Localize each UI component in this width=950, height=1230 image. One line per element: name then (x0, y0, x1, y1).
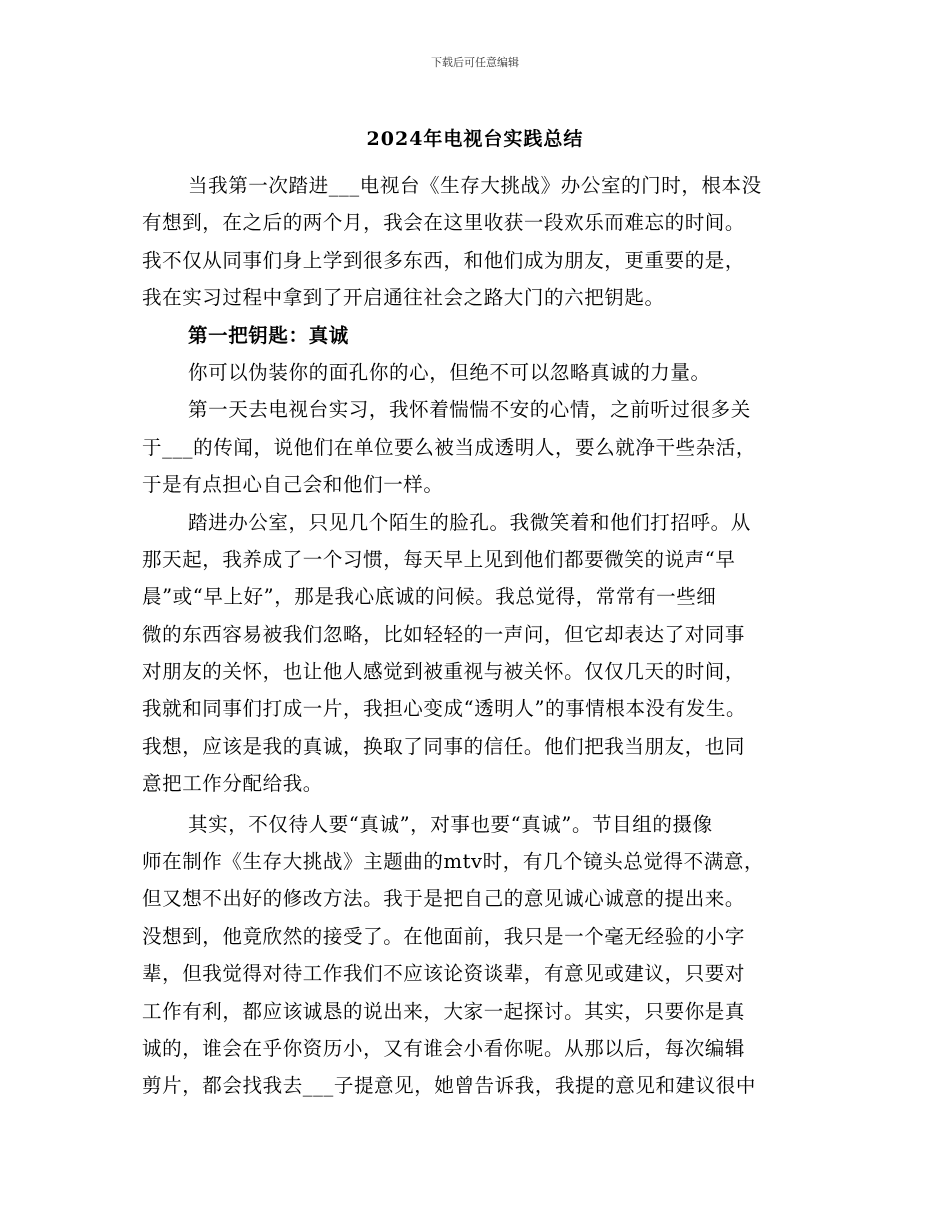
text-line: 第一天去电视台实习，我怀着惴惴不安的心情，之前听过很多关 (188, 398, 751, 422)
text-line: 诚的，谁会在乎你资历小，又有谁会小看你呢。从那以后，每次编辑 (142, 1036, 746, 1060)
text-line: 没想到，他竟欣然的接受了。在他面前，我只是一个毫无经验的小字 (142, 924, 746, 948)
text-line: 你可以伪装你的面孔你的心，但绝不可以忽略真诚的力量。 (188, 360, 711, 384)
text-line: 于___的传闻，说他们在单位要么被当成透明人，要么就净干些杂活， (142, 435, 756, 459)
header-note: 下载后可任意编辑 (431, 56, 519, 69)
text-line: 意把工作分配给我。 (142, 772, 323, 796)
text-line: 我想，应该是我的真诚，换取了同事的信任。他们把我当朋友，也同 (142, 734, 746, 758)
text-line: 有想到，在之后的两个月，我会在这里收获一段欢乐而难忘的时间。 (142, 211, 746, 235)
body-text (142, 167, 816, 1105)
text-line: 微的东西容易被我们忽略，比如轻轻的一声问，但它却表达了对同事 (142, 622, 746, 646)
text-line: 但又想不出好的修改方法。我于是把自己的意见诚心诚意的提出来。 (142, 887, 746, 911)
text-line: 晨”或“早上好”，那是我心底诚的问候。我总觉得，常常有一些细 (142, 585, 717, 609)
text-line: 于是有点担心自己会和他们一样。 (142, 473, 444, 497)
text-line: 我在实习过程中拿到了开启通往社会之路大门的六把钥匙。 (142, 286, 665, 310)
text-line: 我就和同事们打成一片，我担心变成“透明人”的事情根本没有发生。 (142, 697, 747, 721)
text-line: 踏进办公室，只见几个陌生的脸孔。我微笑着和他们打招呼。从 (188, 510, 751, 534)
text-line: 那天起，我养成了一个习惯，每天早上见到他们都要微笑的说声“早 (142, 547, 736, 571)
text-line: 其实，不仅待人要“真诚”，对事也要“真诚”。节目组的摄像 (188, 812, 713, 836)
text-line: 对朋友的关怀，也让他人感觉到被重视与被关怀。仅仅几天的时间， (142, 660, 746, 684)
text-line: 辈，但我觉得对待工作我们不应该论资谈辈，有意见或建议，只要对 (142, 962, 746, 986)
text-line: 我不仅从同事们身上学到很多东西，和他们成为朋友，更重要的是， (142, 248, 746, 272)
section-heading: 第一把钥匙：真诚 (188, 323, 349, 347)
text-line: 师在制作《生存大挑战》主题曲的mtv时，有几个镜头总觉得不满意， (142, 850, 765, 874)
text-line: 工作有利，都应该诚恳的说出来，大家一起探讨。其实，只要你是真 (142, 999, 746, 1023)
text-line: 当我第一次踏进___电视台《生存大挑战》办公室的门时，根本没 (188, 174, 762, 197)
page-title: 2024年电视台实践总结 (366, 128, 584, 150)
text-line: 剪片，都会找我去___子提意见，她曾告诉我，我提的意见和建议很中 (142, 1074, 756, 1098)
